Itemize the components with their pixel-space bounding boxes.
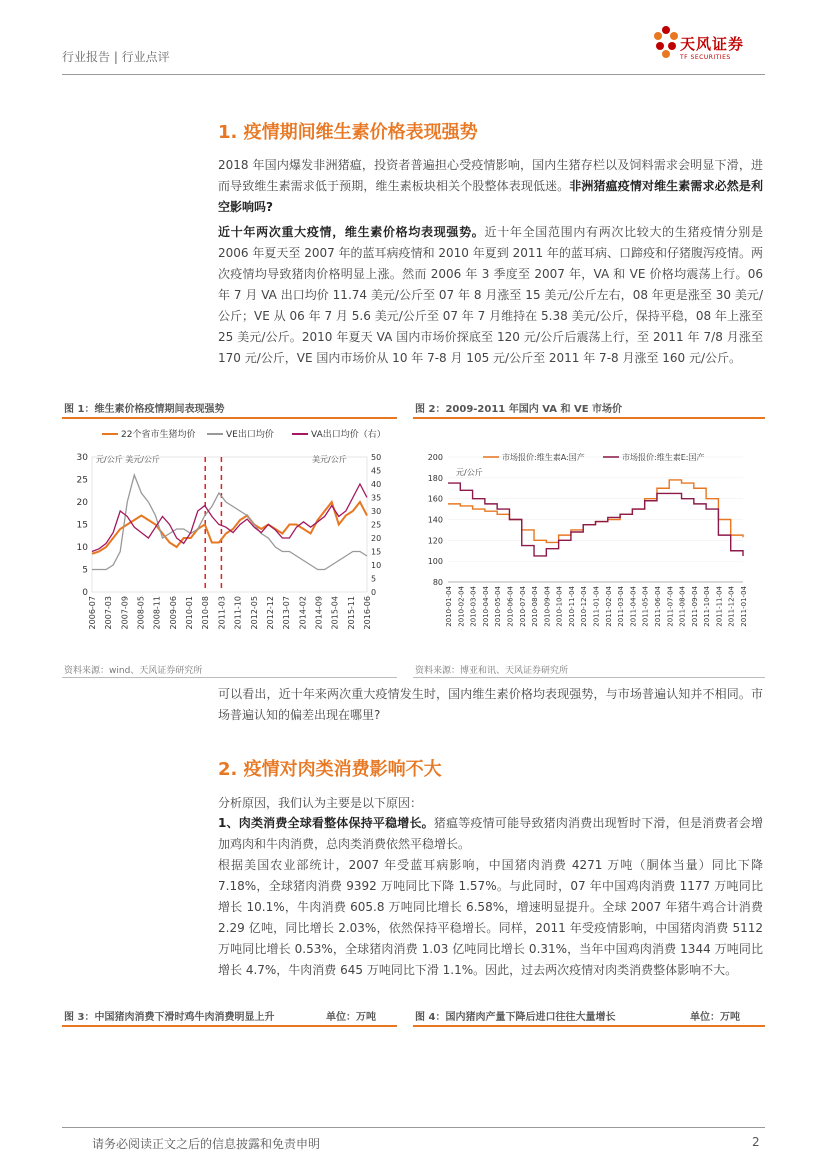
y-tick-right: 45 xyxy=(371,466,382,476)
x-tick-label: 2015-11 xyxy=(346,596,356,630)
page-number: 2 xyxy=(752,1135,760,1149)
legend-label: 市场报价:维生素A:国产 xyxy=(502,453,585,462)
y-tick-left: 25 xyxy=(76,475,88,486)
section-title-2: 2. 疫情对肉类消费影响不大 xyxy=(218,759,442,780)
paragraph-2: 近十年两次重大疫情，维生素价格均表现强势。近十年全国范围内有两次比较大的生猪疫情分别是 2006 年夏天至 2007 年的蓝耳病疫情和 2010 年夏到 2011 年的蓝耳病、口蹄疫和仔猪腹泻疫情。两次疫情均导致猪肉价格明显上涨。然而 2006 年 3 季度至 2007 年，VA 和 VE 价格均震荡上行。06 年 7 月 VA 出口均价 11.74 美元/公斤至 07 年 8 月涨至 15 美元/公斤左右，08 年更是涨至 30 美元/公斤；VE 从 06 年 7 月 5.6 美元/公斤至 07 年 7 月维持在 5.38 美元/公斤，保持平稳，08 年上涨至 25 美元/公斤。2010 年夏天 VA 国内市场价探底至 120 元/公斤后震荡上行，至 2011 年 7/8 月涨至 170 元/公斤，VE 国内市场价从 10 年 7-8 月 105 元/公斤至 2011 年 7-8 月涨至 160 元/公斤。 xyxy=(218,225,763,365)
footer-divider xyxy=(62,1127,765,1128)
x-tick-label: 2010-08 xyxy=(201,596,211,630)
x-tick-label: 2014-02 xyxy=(298,596,308,630)
breadcrumb: 行业报告 | 行业点评 xyxy=(62,50,170,64)
figure-2-source: 资料来源：博亚和讯、天风证券研究所 xyxy=(415,666,569,676)
y-tick-left: 10 xyxy=(76,543,88,553)
y-tick-label: 100 xyxy=(427,557,443,567)
y-tick-right: 50 xyxy=(371,453,382,462)
x-tick-label: 2011-03-04 xyxy=(617,586,626,627)
y-tick-label: 200 xyxy=(427,453,443,462)
y-tick-right: 35 xyxy=(371,493,382,503)
figure-2-rule xyxy=(413,417,765,419)
x-tick-label: 2011-04-04 xyxy=(629,586,638,627)
series-line-0 xyxy=(448,480,743,543)
y-tick-right: 0 xyxy=(371,588,377,597)
x-tick-label: 2011-10-04 xyxy=(703,586,712,627)
x-tick-label: 2009-06 xyxy=(168,596,178,630)
x-tick-label: 2010-08-04 xyxy=(531,586,540,627)
x-tick-label: 2011-02-04 xyxy=(604,586,613,627)
legend-label: 市场报价:维生素E:国产 xyxy=(622,453,705,462)
left-axis-label: 元/公斤 美元/公斤 xyxy=(96,455,160,464)
x-tick-label: 2012-05 xyxy=(249,596,259,630)
x-tick-label: 2010-01-04 xyxy=(445,586,453,627)
y-tick-right: 20 xyxy=(371,534,382,543)
paragraph-1: 2018 年国内爆发非洲猪瘟，投资者普遍担心受疫情影响，国内生猪存栏以及饲料需求会明显下滑，进而导致维生素需求低于预期，维生素板块相关个股整体表现低迷。非洲猪瘟疫情对维生素需求必然是利空影响吗? xyxy=(218,158,763,214)
y-tick-right: 25 xyxy=(371,520,382,530)
y-tick-label: 160 xyxy=(427,494,443,504)
x-tick-label: 2013-07 xyxy=(282,596,292,630)
figure-4-unit: 单位：万吨 xyxy=(690,1012,740,1023)
legend-label: 22个省市生猪均价 xyxy=(121,430,196,440)
y-tick-right: 5 xyxy=(371,574,377,584)
figure-2-chart xyxy=(413,422,765,657)
x-tick-label: 2007-03 xyxy=(104,596,114,630)
figure-3-title: 图 3：中国猪肉消费下滑时鸡牛肉消费明显上升 xyxy=(64,1012,275,1023)
x-tick-label: 2011-05-04 xyxy=(641,586,650,627)
paragraph-6: 根据美国农业部统计，2007 年受蓝耳病影响，中国猪肉消费 4271 万吨（胴体当量）同比下降 7.18%，全球猪肉消费 9392 万吨同比下降 1.57%。与此同时，07 年中国鸡肉消费 1177 万吨同比增长 10.1%，牛肉消费 605.8 万吨同比增长 6.58%，增速明显提升。全球 2007 年猪牛鸡合计消费 2.29 亿吨，同比增长 2.03%，依然保持平稳增长。同样，2011 年受疫情影响，中国猪肉消费 5112 万吨同比增长 0.53%，全球猪肉消费 1.03 亿吨同比增长 0.31%，当年中国鸡肉消费 1344 万吨同比增长 4.7%，牛肉消费 645 万吨同比下滑 1.1%。因此，过去两次疫情对肉类消费整体影响不大。 xyxy=(218,858,763,977)
paragraph-4: 分析原因，我们认为主要是以下原因： xyxy=(218,796,423,810)
x-tick-label: 2012-12 xyxy=(265,596,275,630)
y-axis-label: 元/公斤 xyxy=(456,468,483,477)
paragraph-5: 1、肉类消费全球看整体保持平稳增长。猪瘟等疫情可能导致猪肉消费出现暂时下滑，但是消费者会增加鸡肉和牛肉消费，总肉类消费依然平稳增长。 xyxy=(218,816,763,851)
x-tick-label: 2010-09-04 xyxy=(543,586,552,627)
x-tick-label: 2010-01 xyxy=(185,596,195,630)
y-tick-left: 30 xyxy=(76,453,88,463)
figure-1-source: 资料来源：wind、天风证券研究所 xyxy=(64,666,203,676)
series-line-1 xyxy=(92,475,367,570)
x-tick-label: 2006-07 xyxy=(88,596,97,630)
header-divider xyxy=(62,74,765,75)
figure-1-source-rule xyxy=(62,677,397,678)
figure-3-unit: 单位：万吨 xyxy=(326,1012,376,1023)
y-tick-label: 180 xyxy=(427,473,443,483)
y-tick-right: 40 xyxy=(371,480,382,489)
y-tick-right: 10 xyxy=(371,561,382,570)
figure-2-source-rule xyxy=(413,677,765,678)
x-tick-label: 2010-12-04 xyxy=(580,586,589,627)
figure-4-title: 图 4：国内猪肉产量下降后进口往往大量增长 xyxy=(415,1012,616,1023)
y-tick-label: 140 xyxy=(427,515,443,525)
x-tick-label: 2010-11-04 xyxy=(567,586,576,627)
x-tick-label: 2010-05-04 xyxy=(494,586,503,627)
x-tick-label: 2008-05 xyxy=(136,596,146,630)
x-tick-label: 2011-07-04 xyxy=(666,586,675,627)
x-tick-label: 2010-03-04 xyxy=(469,586,478,627)
paragraph-3: 可以看出，近十年来两次重大疫情发生时，国内维生素价格均表现强势，与市场普遍认知并不相同。市场普遍认知的偏差出现在哪里? xyxy=(218,687,763,722)
section-title-1: 1. 疫情期间维生素价格表现强势 xyxy=(218,122,478,143)
x-tick-label: 2010-10-04 xyxy=(555,586,564,627)
figure-1-rule xyxy=(62,417,397,419)
x-tick-label: 2011-10 xyxy=(233,596,243,630)
x-tick-label: 2011-08-04 xyxy=(678,586,687,627)
x-tick-label: 2011-09-04 xyxy=(690,586,699,627)
figure-3-rule xyxy=(62,1025,397,1027)
figure-4-rule xyxy=(413,1025,765,1027)
x-tick-label: 2011-12-04 xyxy=(727,586,736,627)
x-tick-label: 2011-01-04 xyxy=(740,586,748,627)
x-tick-label: 2016-06 xyxy=(363,596,372,630)
x-tick-label: 2010-06-04 xyxy=(506,586,515,627)
y-tick-label: 80 xyxy=(432,578,443,587)
figure-1-chart xyxy=(62,422,397,657)
x-tick-label: 2007-09 xyxy=(120,596,130,630)
y-tick-left: 5 xyxy=(82,565,88,576)
y-tick-right: 30 xyxy=(371,507,382,516)
x-tick-label: 2010-02-04 xyxy=(457,586,466,627)
right-axis-label: 美元/公斤 xyxy=(312,455,347,464)
x-tick-label: 2008-11 xyxy=(152,596,162,630)
legend-label: VA出口均价（右） xyxy=(311,430,386,440)
series-line-2 xyxy=(92,484,367,552)
legend-label: VE出口均价 xyxy=(226,430,274,440)
series-line-0 xyxy=(92,502,367,554)
figure-2-title: 图 2：2009-2011 年国内 VA 和 VE 市场价 xyxy=(415,404,623,415)
x-tick-label: 2011-01-04 xyxy=(592,586,601,627)
y-tick-right: 15 xyxy=(371,547,382,557)
footer-disclaimer: 请务必阅读正文之后的信息披露和免责申明 xyxy=(92,1137,321,1151)
x-tick-label: 2010-04-04 xyxy=(481,586,490,627)
x-tick-label: 2011-11-04 xyxy=(715,586,724,627)
y-tick-left: 15 xyxy=(76,520,88,531)
figure-1-title: 图 1：维生素价格疫情期间表现强势 xyxy=(64,404,225,415)
x-tick-label: 2010-07-04 xyxy=(518,586,527,627)
y-tick-left: 0 xyxy=(82,588,88,598)
x-tick-label: 2015-04 xyxy=(330,596,340,630)
logo-subtitle: TF SECURITIES xyxy=(680,54,731,61)
x-tick-label: 2014-09 xyxy=(314,596,324,630)
y-tick-left: 20 xyxy=(76,498,88,508)
y-tick-label: 120 xyxy=(427,536,443,546)
x-tick-label: 2011-06-04 xyxy=(653,586,662,627)
logo-text: 天风证券 xyxy=(680,35,745,53)
x-tick-label: 2011-03 xyxy=(217,596,227,630)
